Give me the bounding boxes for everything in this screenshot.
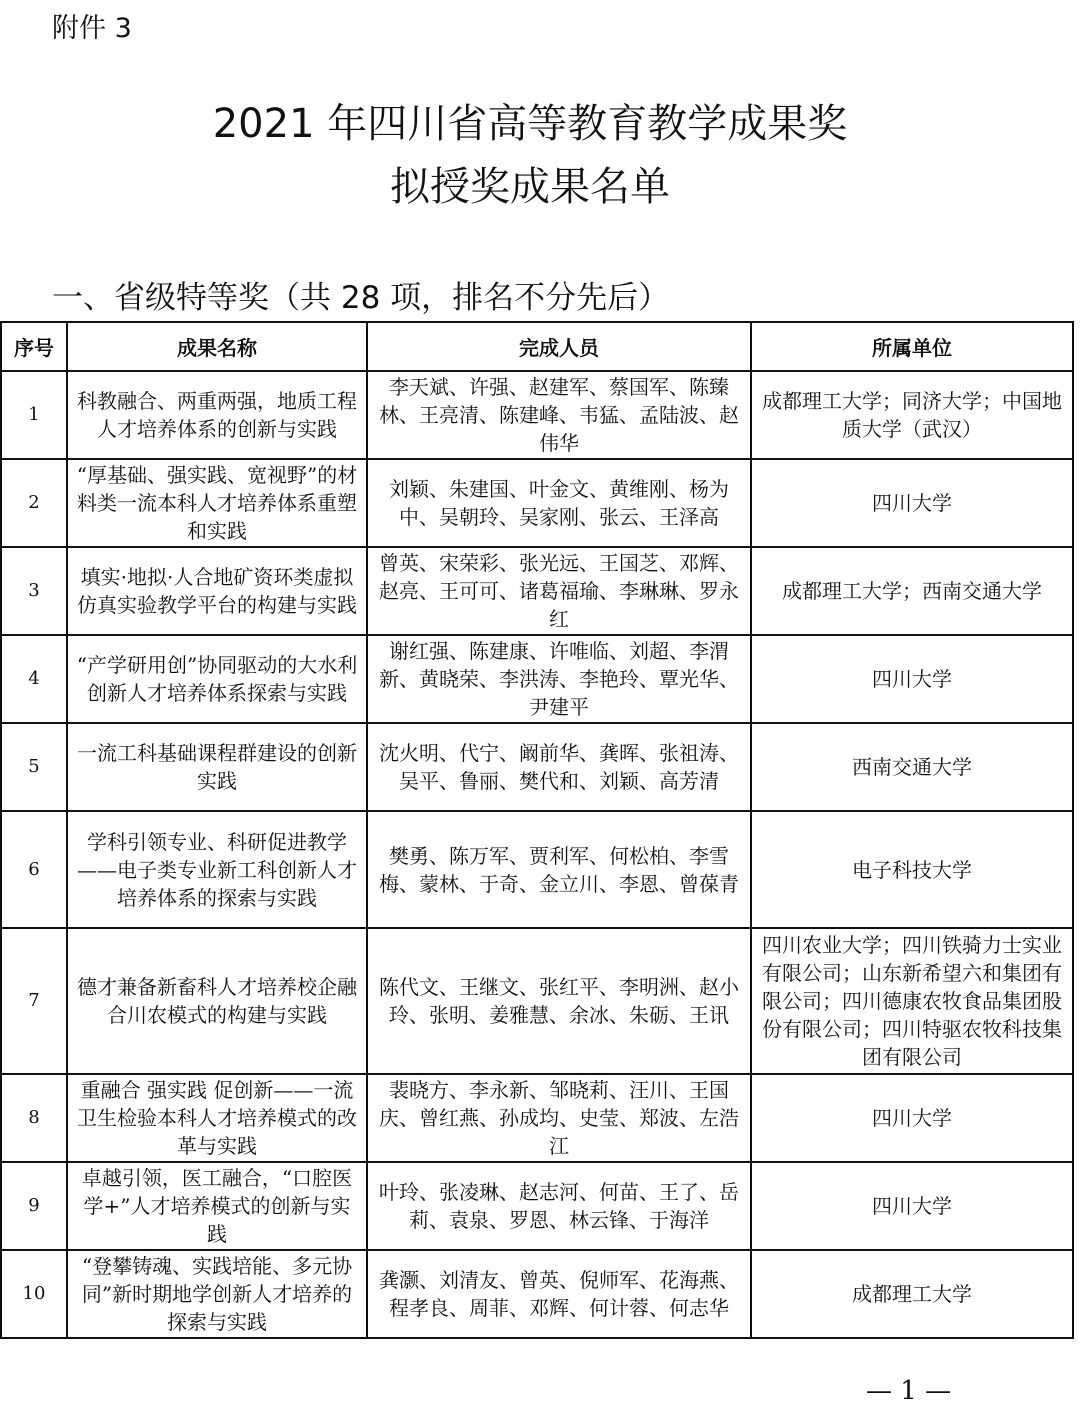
achievement-name: 卓越引领，医工融合，“口腔医学+”人才培养模式的创新与实践 — [67, 1162, 367, 1250]
members: 李天斌、许强、赵建军、蔡国军、陈臻林、王亮清、陈建峰、韦猛、孟陆波、赵伟华 — [367, 371, 751, 459]
page-number: — 1 — — [866, 1376, 952, 1406]
achievement-name: 一流工科基础课程群建设的创新实践 — [67, 723, 367, 811]
table-row — [1, 1074, 1073, 1162]
table-header-row — [1, 322, 1073, 371]
header-index: 序号 — [1, 322, 67, 371]
members: 沈火明、代宁、阚前华、龚晖、张祖涛、吴平、鲁丽、樊代和、刘颖、高芳清 — [367, 723, 751, 811]
achievement-name: 德才兼备新畜科人才培养校企融合川农模式的构建与实践 — [67, 928, 367, 1074]
achievement-name: “登攀铸魂、实践培能、多元协同”新时期地学创新人才培养的探索与实践 — [67, 1250, 367, 1338]
table-row — [1, 1162, 1073, 1250]
achievement-name: 填实·地拟·人合地矿资环类虚拟仿真实验教学平台的构建与实践 — [67, 547, 367, 635]
row-index: 5 — [1, 723, 67, 811]
row-index: 9 — [1, 1162, 67, 1250]
row-index: 8 — [1, 1074, 67, 1162]
row-index: 2 — [1, 459, 67, 547]
unit: 电子科技大学 — [751, 811, 1073, 928]
table-row — [1, 928, 1073, 1074]
row-index: 4 — [1, 635, 67, 723]
achievement-name: 学科引领专业、科研促进教学——电子类专业新工科创新人才培养体系的探索与实践 — [67, 811, 367, 928]
members: 谢红强、陈建康、许唯临、刘超、李渭新、黄晓荣、李洪涛、李艳玲、覃光华、尹建平 — [367, 635, 751, 723]
award-table — [0, 321, 1074, 1339]
unit: 四川大学 — [751, 635, 1073, 723]
members: 陈代文、王继文、张红平、李明洲、赵小玲、张明、姜雅慧、余冰、朱砺、王讯 — [367, 928, 751, 1074]
document-title-line2: 拟授奖成果名单 — [390, 164, 670, 210]
row-index: 1 — [1, 371, 67, 459]
table-row — [1, 811, 1073, 928]
row-index: 7 — [1, 928, 67, 1074]
unit: 成都理工大学；同济大学；中国地质大学（武汉） — [751, 371, 1073, 459]
table-row — [1, 635, 1073, 723]
table-row — [1, 371, 1073, 459]
unit: 成都理工大学 — [751, 1250, 1073, 1338]
members: 樊勇、陈万军、贾利军、何松柏、李雪梅、蒙林、于奇、金立川、李恩、曾葆青 — [367, 811, 751, 928]
table-row — [1, 459, 1073, 547]
members: 刘颖、朱建国、叶金文、黄维刚、杨为中、吴朝玲、吴家刚、张云、王泽高 — [367, 459, 751, 547]
header-members: 完成人员 — [367, 322, 751, 371]
unit: 四川大学 — [751, 1162, 1073, 1250]
row-index: 10 — [1, 1250, 67, 1338]
row-index: 3 — [1, 547, 67, 635]
row-index: 6 — [1, 811, 67, 928]
unit: 成都理工大学；西南交通大学 — [751, 547, 1073, 635]
members: 曾英、宋荣彩、张光远、王国芝、邓辉、赵亮、王可可、诸葛福瑜、李琳琳、罗永红 — [367, 547, 751, 635]
unit: 四川大学 — [751, 459, 1073, 547]
section-heading: 一、省级特等奖（共 28 项，排名不分先后） — [52, 280, 670, 316]
table-row — [1, 1250, 1073, 1338]
members: 龚灏、刘清友、曾英、倪师军、花海燕、程孝良、周菲、邓辉、何计蓉、何志华 — [367, 1250, 751, 1338]
header-name: 成果名称 — [67, 322, 367, 371]
achievement-name: “产学研用创”协同驱动的大水利创新人才培养体系探索与实践 — [67, 635, 367, 723]
unit: 四川大学 — [751, 1074, 1073, 1162]
header-unit: 所属单位 — [751, 322, 1073, 371]
table-row — [1, 723, 1073, 811]
unit: 西南交通大学 — [751, 723, 1073, 811]
achievement-name: “厚基础、强实践、宽视野”的材料类一流本科人才培养体系重塑和实践 — [67, 459, 367, 547]
unit: 四川农业大学；四川铁骑力士实业有限公司；山东新希望六和集团有限公司；四川德康农牧食品集团股份有限公司；四川特驱农牧科技集团有限公司 — [751, 928, 1073, 1074]
members: 叶玲、张凌琳、赵志河、何苗、王了、岳莉、袁泉、罗恩、林云锋、于海洋 — [367, 1162, 751, 1250]
achievement-name: 重融合 强实践 促创新——一流卫生检验本科人才培养模式的改革与实践 — [67, 1074, 367, 1162]
attachment-label: 附件 3 — [52, 13, 132, 44]
table-row — [1, 547, 1073, 635]
document-title-line1: 2021 年四川省高等教育教学成果奖 — [212, 101, 848, 147]
achievement-name: 科教融合、两重两强，地质工程人才培养体系的创新与实践 — [67, 371, 367, 459]
members: 裴晓方、李永新、邹晓莉、汪川、王国庆、曾红燕、孙成均、史莹、郑波、左浩江 — [367, 1074, 751, 1162]
